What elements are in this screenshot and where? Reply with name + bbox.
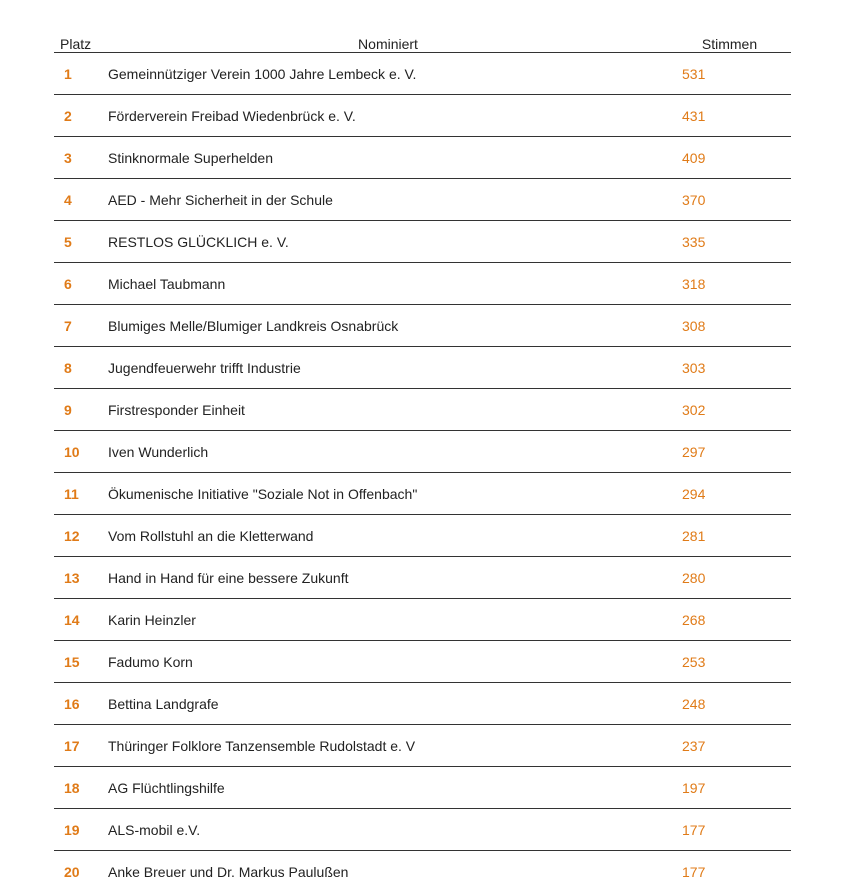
table-row: [54, 809, 791, 851]
rank-cell: 3: [54, 137, 108, 179]
table-row: [54, 347, 791, 389]
header-stimmen: Stimmen: [668, 30, 791, 53]
votes-cell: 268: [668, 599, 791, 641]
table-row: [54, 557, 791, 599]
table-row: [54, 683, 791, 725]
table-row: [54, 473, 791, 515]
votes-cell: 531: [668, 53, 791, 95]
nominee-name-cell: Stinknormale Superhelden: [108, 137, 668, 179]
table-row: [54, 179, 791, 221]
votes-cell: 280: [668, 557, 791, 599]
rank-cell: 19: [54, 809, 108, 851]
table-row: [54, 431, 791, 473]
votes-cell: 318: [668, 263, 791, 305]
rank-cell: 7: [54, 305, 108, 347]
votes-cell: 177: [668, 851, 791, 892]
rank-cell: 14: [54, 599, 108, 641]
table-row: [54, 725, 791, 767]
nominee-name-cell: Ökumenische Initiative "Soziale Not in Offenbach": [108, 473, 668, 515]
votes-cell: 253: [668, 641, 791, 683]
table-row: [54, 221, 791, 263]
nominee-name-cell: Bettina Landgrafe: [108, 683, 668, 725]
nominee-name-cell: ALS-mobil e.V.: [108, 809, 668, 851]
table-row: [54, 305, 791, 347]
votes-cell: 297: [668, 431, 791, 473]
nominee-name-cell: RESTLOS GLÜCKLICH e. V.: [108, 221, 668, 263]
votes-cell: 431: [668, 95, 791, 137]
table-row: [54, 767, 791, 809]
table-row: [54, 53, 791, 95]
nominee-name-cell: AED - Mehr Sicherheit in der Schule: [108, 179, 668, 221]
ranking-table-container: [54, 30, 791, 892]
rank-cell: 2: [54, 95, 108, 137]
votes-cell: 248: [668, 683, 791, 725]
rank-cell: 13: [54, 557, 108, 599]
rank-cell: 16: [54, 683, 108, 725]
nominee-name-cell: Jugendfeuerwehr trifft Industrie: [108, 347, 668, 389]
table-row: [54, 263, 791, 305]
votes-cell: 370: [668, 179, 791, 221]
table-header: [54, 30, 791, 53]
nominee-name-cell: Anke Breuer und Dr. Markus Paulußen: [108, 851, 668, 892]
table-row: [54, 95, 791, 137]
nominee-name-cell: Thüringer Folklore Tanzensemble Rudolstadt e. V: [108, 725, 668, 767]
votes-cell: 302: [668, 389, 791, 431]
header-nominiert: Nominiert: [108, 30, 668, 53]
rank-cell: 9: [54, 389, 108, 431]
ranking-table: [54, 30, 791, 892]
votes-cell: 335: [668, 221, 791, 263]
nominee-name-cell: Blumiges Melle/Blumiger Landkreis Osnabrück: [108, 305, 668, 347]
votes-cell: 294: [668, 473, 791, 515]
votes-cell: 197: [668, 767, 791, 809]
table-row: [54, 389, 791, 431]
rank-cell: 20: [54, 851, 108, 892]
rank-cell: 8: [54, 347, 108, 389]
header-row: [54, 30, 791, 53]
nominee-name-cell: Förderverein Freibad Wiedenbrück e. V.: [108, 95, 668, 137]
rank-cell: 5: [54, 221, 108, 263]
nominee-name-cell: Fadumo Korn: [108, 641, 668, 683]
votes-cell: 308: [668, 305, 791, 347]
header-platz: Platz: [54, 30, 108, 53]
votes-cell: 237: [668, 725, 791, 767]
nominee-name-cell: Michael Taubmann: [108, 263, 668, 305]
rank-cell: 1: [54, 53, 108, 95]
table-row: [54, 137, 791, 179]
nominee-name-cell: Iven Wunderlich: [108, 431, 668, 473]
table-body: [54, 53, 791, 892]
rank-cell: 11: [54, 473, 108, 515]
rank-cell: 15: [54, 641, 108, 683]
votes-cell: 409: [668, 137, 791, 179]
nominee-name-cell: Gemeinnütziger Verein 1000 Jahre Lembeck e. V.: [108, 53, 668, 95]
votes-cell: 177: [668, 809, 791, 851]
nominee-name-cell: Vom Rollstuhl an die Kletterwand: [108, 515, 668, 557]
nominee-name-cell: AG Flüchtlingshilfe: [108, 767, 668, 809]
rank-cell: 6: [54, 263, 108, 305]
votes-cell: 303: [668, 347, 791, 389]
table-row: [54, 515, 791, 557]
nominee-name-cell: Hand in Hand für eine bessere Zukunft: [108, 557, 668, 599]
nominee-name-cell: Karin Heinzler: [108, 599, 668, 641]
table-row: [54, 641, 791, 683]
table-row: [54, 599, 791, 641]
nominee-name-cell: Firstresponder Einheit: [108, 389, 668, 431]
rank-cell: 17: [54, 725, 108, 767]
rank-cell: 18: [54, 767, 108, 809]
rank-cell: 10: [54, 431, 108, 473]
rank-cell: 4: [54, 179, 108, 221]
rank-cell: 12: [54, 515, 108, 557]
votes-cell: 281: [668, 515, 791, 557]
